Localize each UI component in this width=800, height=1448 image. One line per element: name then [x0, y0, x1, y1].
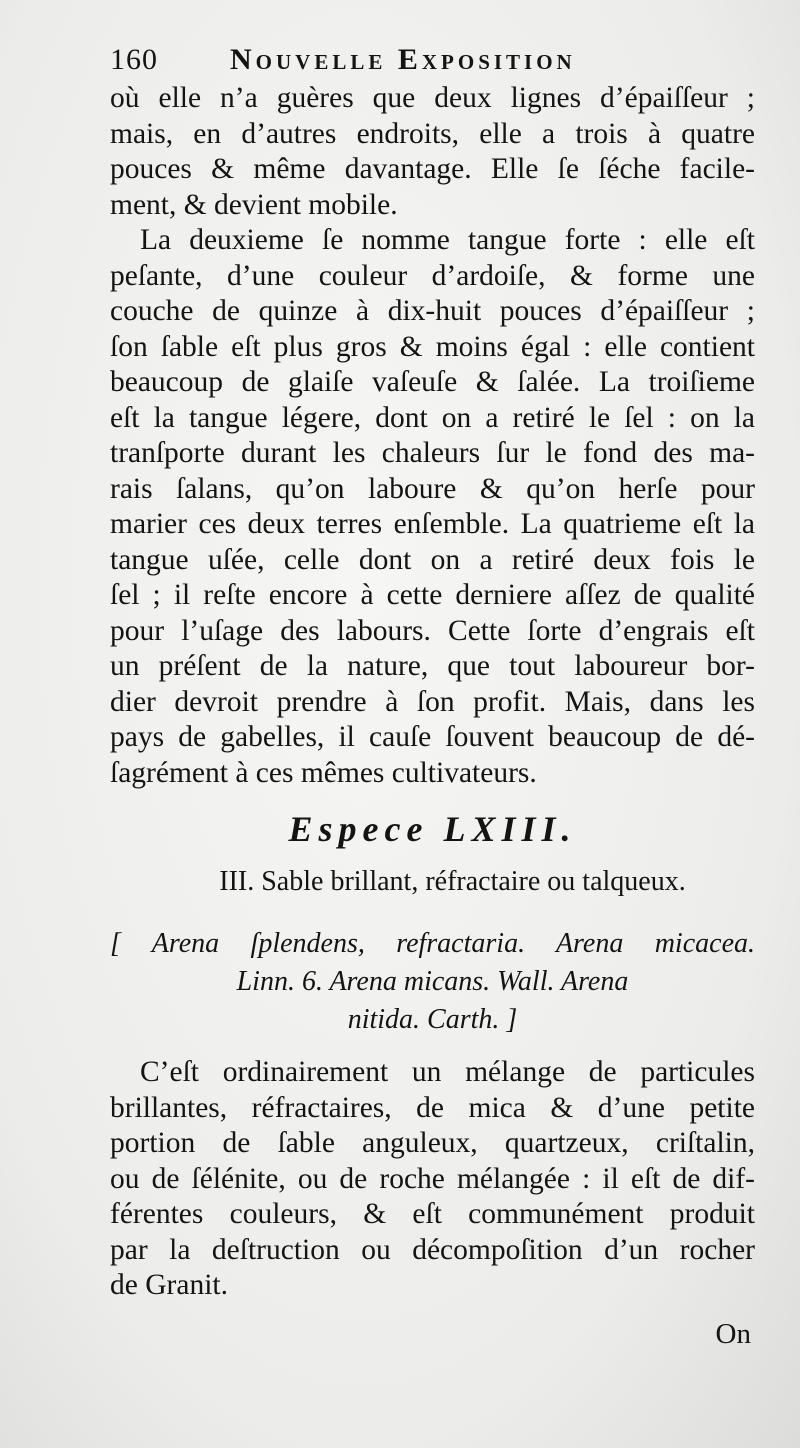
text-line: pays de gabelles, il cauſe ſouvent beaucoup de dé- — [110, 721, 755, 753]
text-line: où elle n’a guères que deux lignes d’épaiſſeur ; — [110, 82, 755, 114]
text-line: C’eſt ordinairement un mélange de particules — [140, 1056, 755, 1088]
text-line: ſon ſable eſt plus gros & moins égal : elle contient — [110, 330, 755, 363]
text-line: dier devroit prendre à ſon profit. Mais, dans les — [110, 685, 755, 718]
text-line: un préſent de la nature, que tout laboureur bor- — [110, 650, 755, 682]
text-line: par la deſtruction ou décompoſition d’un rocher — [110, 1233, 755, 1266]
text-line: portion de ſable anguleux, quartzeux, criſtalin, — [110, 1127, 755, 1159]
text-line: ment, & devient mobile. — [110, 188, 398, 221]
text-line: tranſporte durant les chaleurs ſur le fond des ma- — [110, 437, 755, 469]
text-line: mais, en d’autres endroits, elle a trois à quatre — [110, 117, 755, 150]
text-line: de Granit. — [110, 1269, 228, 1301]
running-head: Nouvelle Exposition — [230, 43, 576, 76]
text-line: peſante, d’une couleur d’ardoiſe, & forme une — [110, 259, 755, 292]
text-line: pour l’uſage des labours. Cette ſorte d’engrais eſt — [110, 614, 755, 647]
paragraph-description — [110, 1055, 755, 1304]
section-title: Espece LXIII. — [288, 809, 577, 849]
paragraph-continued — [110, 81, 755, 223]
text-block — [110, 40, 755, 1354]
page-header — [110, 40, 755, 80]
synonym-line: [ Arena ſplendens, refractaria. Arena micacea. — [110, 928, 755, 959]
paragraph-tangue — [110, 223, 755, 791]
text-line: ſagrément à ces mêmes cultivateurs. — [110, 756, 537, 789]
text-line: beaucoup de glaiſe vaſeuſe & ſalée. La troiſieme — [110, 366, 755, 398]
text-line: marier ces deux terres enſemble. La quatrieme eſt la — [110, 508, 755, 540]
text-line: rais ſalans, qu’on laboure & qu’on herſe pour — [110, 472, 755, 505]
synonyms-block — [110, 925, 755, 1039]
synonym-line: Linn. 6. Arena micans. Wall. Arena — [236, 966, 629, 997]
text-line: La deuxieme ſe nomme tangue forte : elle eſt — [140, 224, 755, 256]
text-line: férentes couleurs, & eſt communément produit — [110, 1198, 755, 1230]
catchword: On — [715, 1317, 751, 1350]
text-line: tangue uſée, celle dont on a retiré deux fois le — [110, 543, 755, 576]
synonym-line: nitida. Carth. ] — [347, 1004, 518, 1035]
page-number: 160 — [110, 43, 158, 76]
section-subtitle: III. Sable brillant, réfractaire ou talqueux. — [219, 866, 686, 897]
text-line: pouces & même davantage. Elle ſe ſéche facile- — [110, 153, 755, 185]
text-line: couche de quinze à dix-huit pouces d’épaiſſeur ; — [110, 295, 755, 327]
text-line: ou de ſélénite, ou de roche mélangée : il eſt de dif- — [110, 1162, 755, 1195]
text-line: brillantes, réfractaires, de mica & d’une petite — [110, 1091, 755, 1124]
text-line: eſt la tangue légere, dont on a retiré le ſel : on la — [110, 401, 755, 434]
text-line: ſel ; il reſte encore à cette derniere aſſez de qualité — [110, 579, 755, 611]
